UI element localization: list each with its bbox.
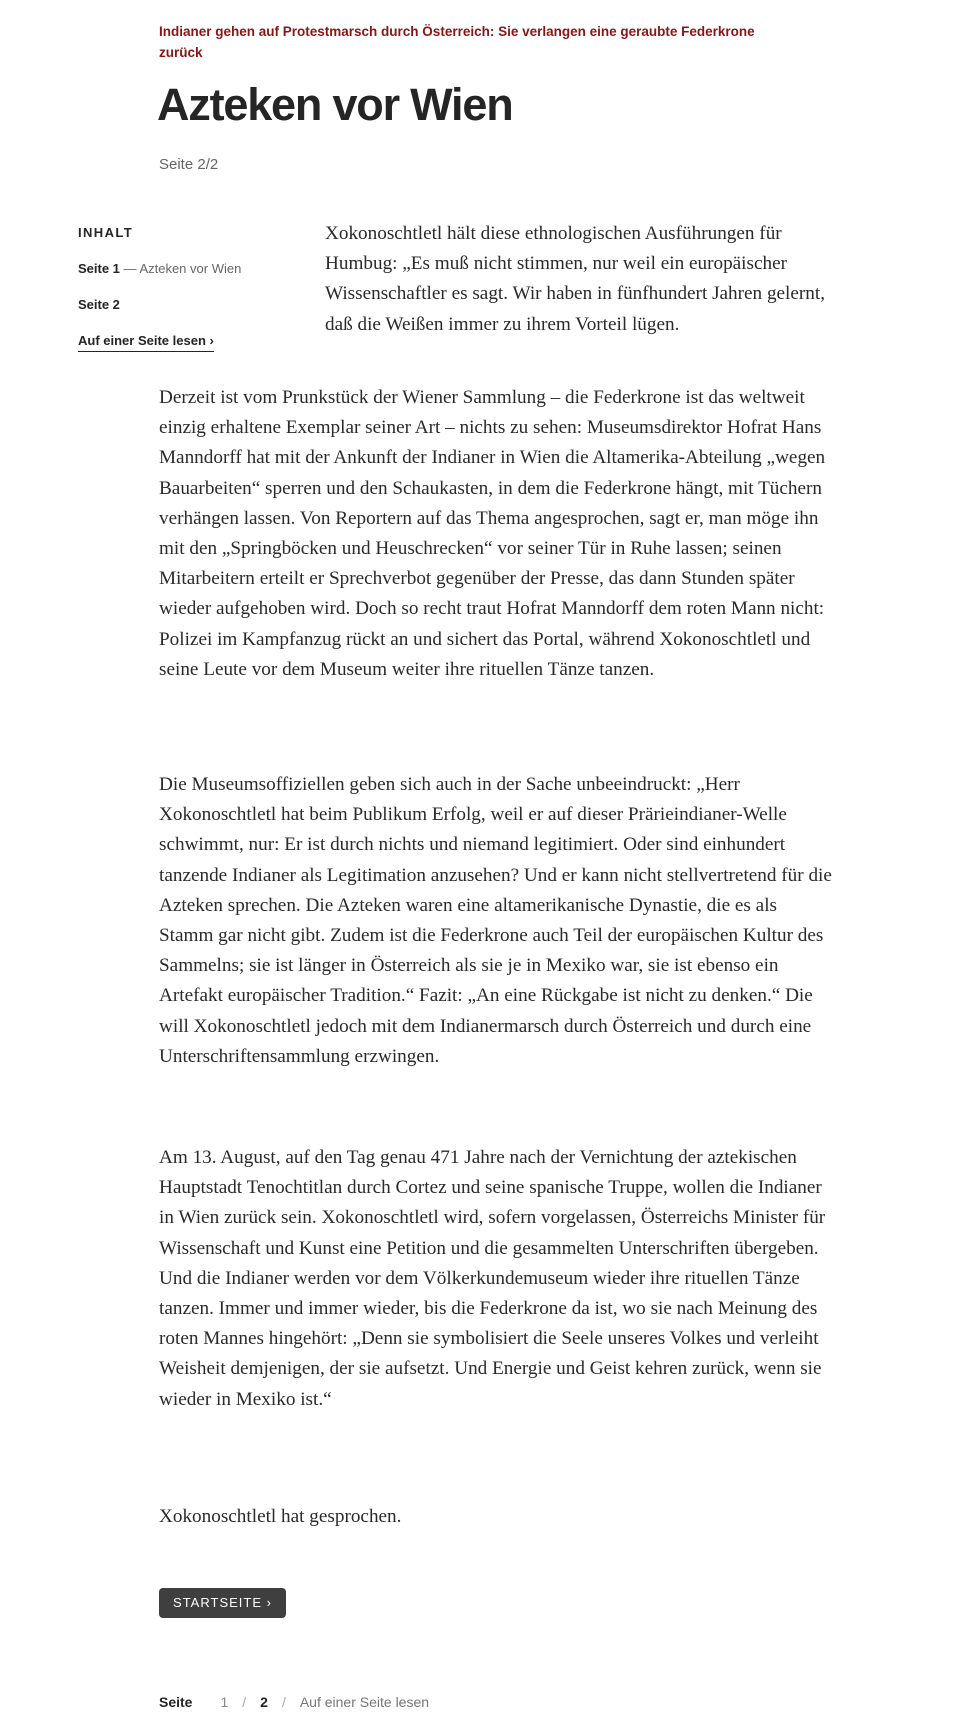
pagination-label: Seite [159, 1694, 193, 1710]
toc-heading: INHALT [78, 225, 134, 240]
article-kicker: Indianer gehen auf Protestmarsch durch Österreich: Sie verlangen eine geraubte Federkrone zurück [159, 24, 755, 60]
article-paragraph: Die Museumsoffiziellen geben sich auch in der Sache unbeeindruckt: „Herr Xokonoschtletl hat beim Publikum Erfolg, weil er auf dieser Prärieindianer-Welle schwimmt, nur: Er ist durch nichts und niemand legitimiert. Oder sind einhundert tanzende Indianer als Legitimation anzusehen? Und er kann nicht stellvertretend für die Azteken sprechen. Die Azteken waren eine altamerikanische Dynastie, die es als Stamm gar nicht gibt. Zudem ist die Federkrone auch Teil der europäischen Kultur des Sammelns; sie ist länger in Österreich als sie je in Mexiko war, sie ist ebenso ein Artefakt europäischer Tradition.“ Fazit: „An eine Rückgabe ist nicht zu denken.“ Die will Xokonoschtletl jedoch mit dem Indianermarsch durch Österreich und durch eine Unterschriftensammlung erzwingen. [159, 774, 832, 1067]
startseite-button[interactable]: STARTSEITE › [159, 1588, 286, 1618]
article-title: Azteken vor Wien [157, 79, 513, 130]
pagination [159, 1694, 429, 1710]
toc-item-page-2 [78, 296, 298, 314]
pagination-separator: / [281, 1694, 286, 1710]
pagination-read-all-link[interactable]: Auf einer Seite lesen [299, 1694, 430, 1710]
article-paragraph: Xokonoschtletl hat gesprochen. [159, 1506, 402, 1527]
read-on-one-page-link[interactable]: Auf einer Seite lesen › [78, 332, 214, 352]
article-paragraph: Am 13. August, auf den Tag genau 471 Jahre nach der Vernichtung der aztekischen Hauptstadt Tenochtitlan durch Cortez und seine spanische Truppe, wollen die Indianer in Wien zurück sein. Xokonoschtletl wird, sofern vorgelassen, Österreichs Minister für Wissenschaft und Kunst eine Petition und die gesammelten Unterschriften übergeben. Und die Indianer werden vor dem Völkerkundemuseum wieder ihre rituellen Tänze tanzen. Immer und immer wieder, bis die Federkrone da ist, wo sie nach Meinung des roten Mannes hingehört: „Denn sie symbolisiert die Seele unseres Volkes und verleiht Weisheit demjenigen, der sie aufsetzt. Und Energie und Geist kehren zurück, wenn sie wieder in Mexiko ist.“ [159, 1147, 826, 1410]
page-indicator: Seite 2/2 [159, 156, 219, 173]
toc-item-label[interactable]: Seite 1 [78, 261, 120, 276]
toc-read-all [78, 332, 298, 352]
pagination-page-2: 2 [260, 1694, 268, 1710]
toc-item-subtitle[interactable]: — Azteken vor Wien [123, 261, 242, 276]
article-paragraph: Xokonoschtletl hält diese ethnologischen Ausführungen für Humbug: „Es muß nicht stimmen, nur weil ein europäischer Wissenschaftler es sagt. Wir haben in fünfhundert Jahren gelernt, daß die Weißen immer zu ihrem Vorteil lügen. [325, 223, 826, 335]
pagination-separator: / [242, 1694, 247, 1710]
article-paragraph: Derzeit ist vom Prunkstück der Wiener Sammlung – die Federkrone ist das weltweit einzig erhaltene Exemplar seiner Art – nichts zu sehen: Museumsdirektor Hofrat Hans Manndorff hat mit der Ankunft der Indianer in Wien die Altamerika-Abteilung „wegen Bauarbeiten“ sperren und den Schaukasten, in dem die Federkrone hängt, mit Tüchern verhängen lassen. Von Reportern auf das Thema angesprochen, sagt er, man möge ihn mit den „Springböcken und Heuschrecken“ vor seiner Tür in Ruhe lassen; seinen Mitarbeitern erteilt er Sprechverbot gegenüber der Presse, das dann Stunden später wieder aufgehoben wird. Doch so recht traut Hofrat Manndorff dem roten Mann nicht: Polizei im Kampfanzug rückt an und sichert das Portal, während Xokonoschtletl und seine Leute vor dem Museum weiter ihre rituellen Tänze tanzen. [159, 387, 826, 680]
table-of-contents [78, 224, 298, 352]
toc-item-page-1[interactable] [78, 260, 298, 278]
pagination-page-1[interactable]: 1 [220, 1694, 229, 1710]
toc-item-label: Seite 2 [78, 297, 120, 312]
